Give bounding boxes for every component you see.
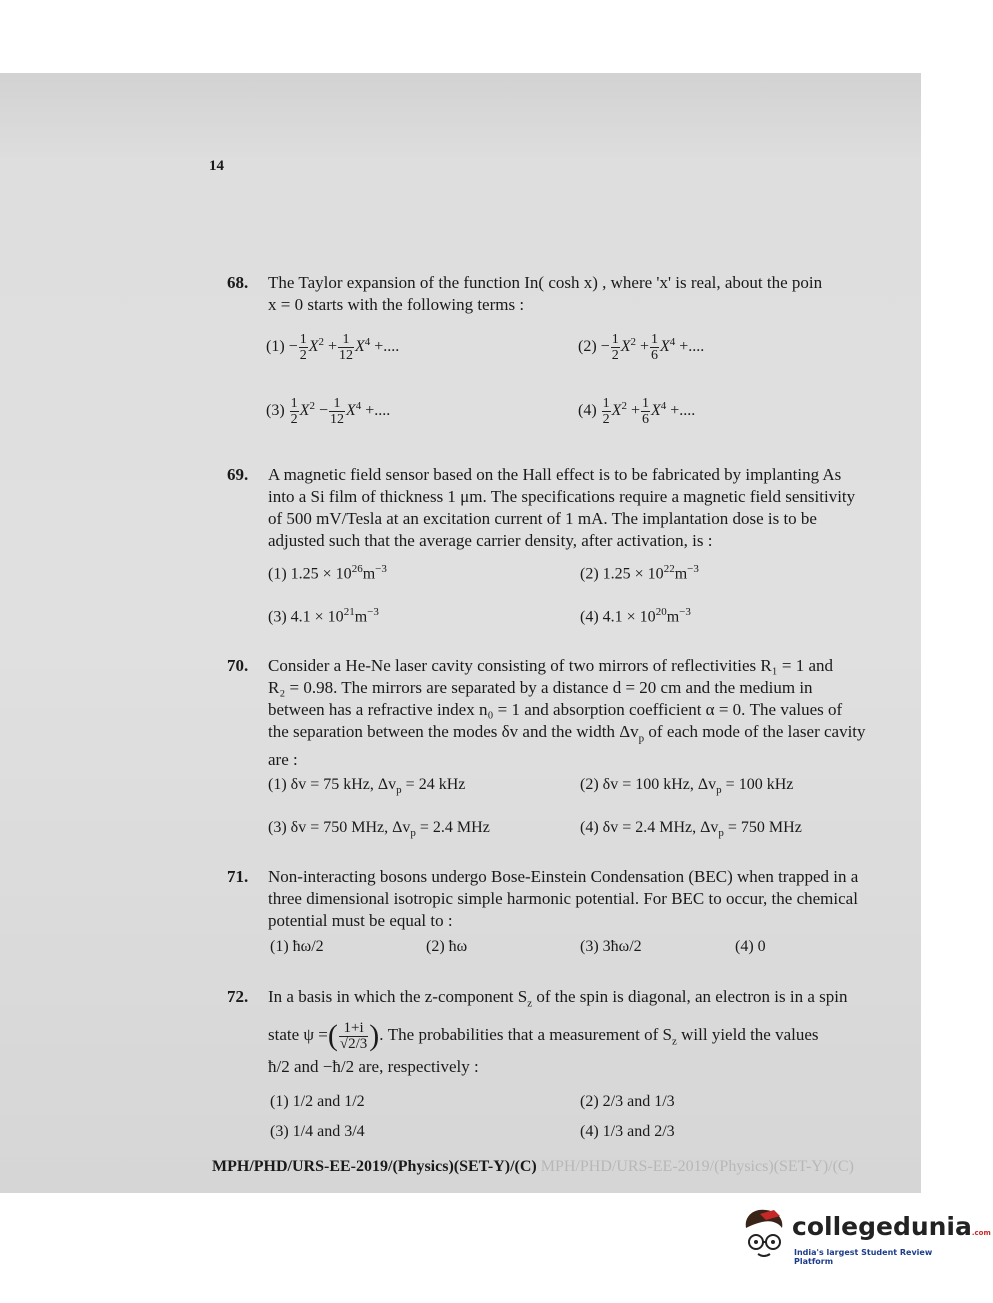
q71-option-3: (3) 3ħω/2 xyxy=(580,938,642,955)
question-line: adjusted such that the average carrier density, after activation, is : xyxy=(268,531,713,550)
question-69 xyxy=(227,464,993,552)
q70-option-2: (2) δv = 100 kHz, $\Delta v_p = 100$ kHz xyxy=(580,776,794,797)
page-number: 14 xyxy=(209,158,224,174)
question-68 xyxy=(227,272,993,316)
student-mascot-icon xyxy=(740,1206,792,1262)
state-denominator: √2/3 xyxy=(339,1035,368,1052)
q68-option-3: (3) $\frac{1}{2}$ $X^2$ − $\frac{1}{12}$ $X^4$ +.... xyxy=(266,396,391,427)
paper-code: MPH/PHD/URS-EE-2019/(Physics)(SET-Y)/(C) xyxy=(212,1158,537,1175)
question-number: 71. xyxy=(227,867,249,886)
question-line: state ψ =( $\frac{1+i}{√2/3}$ ). The probabilities that a measurement of $S_z$ will yield the values xyxy=(268,1019,819,1053)
question-70 xyxy=(227,655,993,771)
question-line: R₂ = 0.98. The mirrors are separated by a distance d = 20 cm and the medium in xyxy=(268,678,813,697)
q68-option-1: (1) − $\frac{1}{2}$ $X^2$ + $\frac{1}{12}$ $X^4$ +.... xyxy=(266,332,400,363)
q71-option-2: (2) ħω xyxy=(426,938,468,955)
question-line: of 500 mV/Tesla at an excitation current of 1 mA. The implantation dose is to be xyxy=(268,509,817,528)
q72-option-2: (2) 2/3 and 1/3 xyxy=(580,1093,675,1110)
q70-option-3: (3) δv = 750 MHz, $\Delta v_p = 2.4$ MHz xyxy=(268,819,490,840)
q71-option-1: (1) ħω/2 xyxy=(270,938,324,955)
question-line: In a basis in which the z-component $S_z$ of the spin is diagonal, an electron is in a spin xyxy=(268,987,848,1010)
question-line: A magnetic field sensor based on the Hall effect is to be fabricated by implanting As xyxy=(268,465,842,484)
q68-option-4: (4) $\frac{1}{2}$ $X^2$ + $\frac{1}{6}$ $X^4$ +.... xyxy=(578,396,696,427)
question-line: three dimensional isotropic simple harmonic potential. For BEC to occur, the chemical xyxy=(268,889,858,908)
collegedunia-logo xyxy=(740,1206,991,1266)
q72-option-3: (3) 1/4 and 3/4 xyxy=(270,1123,365,1140)
question-line: Consider a He-Ne laser cavity consisting of two mirrors of reflectivities R₁ = 1 and xyxy=(268,656,834,675)
question-line: x = 0 starts with the following terms : xyxy=(268,295,525,314)
top-margin xyxy=(0,0,921,73)
logo-tagline: India's largest Student Review Platform xyxy=(794,1248,933,1266)
q72-option-1: (1) 1/2 and 1/2 xyxy=(270,1093,365,1110)
question-number: 70. xyxy=(227,656,249,675)
question-line: into a Si film of thickness 1 μm. The specifications require a magnetic field sensitivity xyxy=(268,487,856,506)
q70-option-1: (1) δv = 75 kHz, $\Delta v_p = 24$ kHz xyxy=(268,776,466,797)
question-line: Non-interacting bosons undergo Bose-Einstein Condensation (BEC) when trapped in a xyxy=(268,867,859,886)
paper-code-ghost: MPH/PHD/URS-EE-2019/(Physics)(SET-Y)/(C) xyxy=(540,1158,854,1175)
question-number: 72. xyxy=(227,987,249,1006)
state-numerator: 1+i xyxy=(339,1021,368,1037)
question-number: 68. xyxy=(227,273,249,292)
question-line: potential must be equal to : xyxy=(268,911,453,930)
question-72 xyxy=(227,986,993,1078)
q69-option-1: (1) $1.25 \times 10^{26}m^{-3}$ xyxy=(268,563,387,583)
paper-code-footer xyxy=(212,1158,854,1176)
q69-option-3: (3) $4.1 \times 10^{21}m^{-3}$ xyxy=(268,606,379,626)
q72-option-4: (4) 1/3 and 2/3 xyxy=(580,1123,675,1140)
question-71 xyxy=(227,866,993,932)
question-line: between has a refractive index n₀ = 1 and absorption coefficient α = 0. The values of xyxy=(268,700,843,719)
question-line: are : xyxy=(268,750,298,770)
q71-option-4: (4) 0 xyxy=(735,938,766,955)
question-line: the separation between the modes δv and the width $\Delta v_p$ of each mode of the laser cavity xyxy=(268,722,866,745)
logo-wordmark: collegedunia.com xyxy=(792,1212,991,1241)
question-line: ħ/2 and −ħ/2 are, respectively : xyxy=(268,1057,479,1077)
question-line: The Taylor expansion of the function In( cosh x) , where 'x' is real, about the poin xyxy=(268,273,823,292)
q70-option-4: (4) δv = 2.4 MHz, $\Delta v_p = 750$ MHz xyxy=(580,819,802,840)
q69-option-4: (4) $4.1 \times 10^{20}m^{-3}$ xyxy=(580,606,691,626)
q68-option-2: (2) − $\frac{1}{2}$ $X^2$ + $\frac{1}{6}$ $X^4$ +.... xyxy=(578,332,705,363)
question-number: 69. xyxy=(227,465,249,484)
q69-option-2: (2) $1.25 \times 10^{22}m^{-3}$ xyxy=(580,563,699,583)
